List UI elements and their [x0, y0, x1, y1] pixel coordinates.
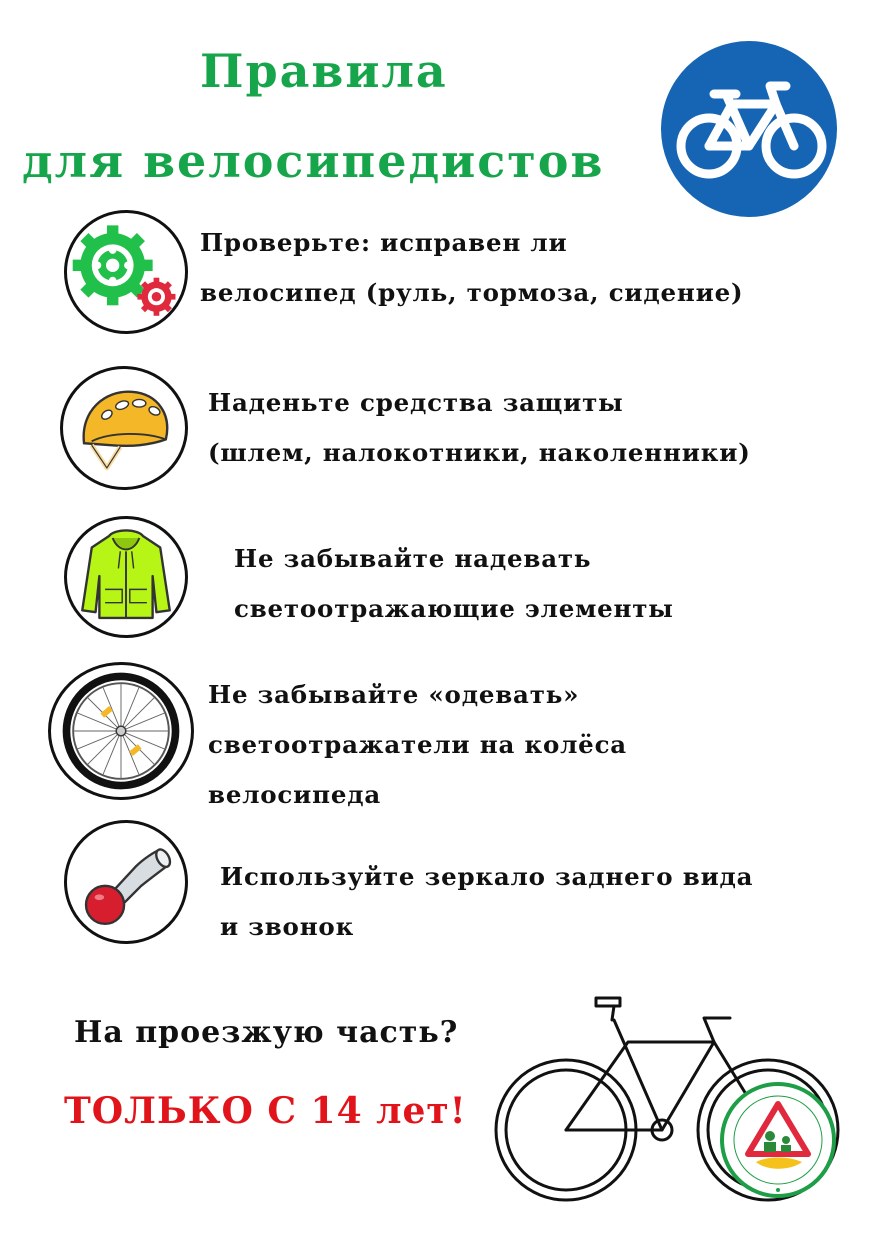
rule-4-line-2: светоотражатели на колёса: [208, 730, 627, 759]
wheel-icon: [48, 662, 194, 800]
rule-text-3: [234, 534, 674, 634]
rule-3-line-2: светоотражающие элементы: [234, 594, 674, 623]
bicycle-road-sign-icon: [654, 34, 844, 224]
rule-3-line-1: Не забывайте надевать: [234, 544, 592, 573]
horn-icon: [64, 820, 188, 944]
rule-2-line-2: (шлем, налокотники, наколенники): [208, 438, 751, 467]
rule-4-line-3: велосипеда: [208, 780, 382, 809]
rule-4-line-1: Не забывайте «одевать»: [208, 680, 580, 709]
rule-5-line-1: Используйте зеркало заднего вида: [220, 862, 754, 891]
rule-5-line-2: и звонок: [220, 912, 355, 941]
title-line-1: Правила: [200, 44, 448, 98]
gears-icon: [64, 210, 188, 334]
age-limit-text: ТОЛЬКО С 14 лет!: [64, 1090, 467, 1132]
rule-2-line-1: Наденьте средства защиты: [208, 388, 624, 417]
rule-text-2: [208, 378, 751, 478]
rule-1-line-2: велосипед (руль, тормоза, сидение): [200, 278, 744, 307]
rule-text-5: [220, 852, 753, 952]
safety-center-logo-icon: [718, 1058, 838, 1210]
rule-1-line-1: Проверьте: исправен ли: [200, 228, 568, 257]
title-line-2: для велосипедистов: [22, 134, 605, 188]
question-text: На проезжую часть?: [74, 1015, 459, 1050]
helmet-icon: [60, 366, 188, 490]
rule-text-4: [208, 670, 627, 820]
rule-text-1: [200, 218, 743, 318]
hoodie-icon: [64, 516, 188, 638]
